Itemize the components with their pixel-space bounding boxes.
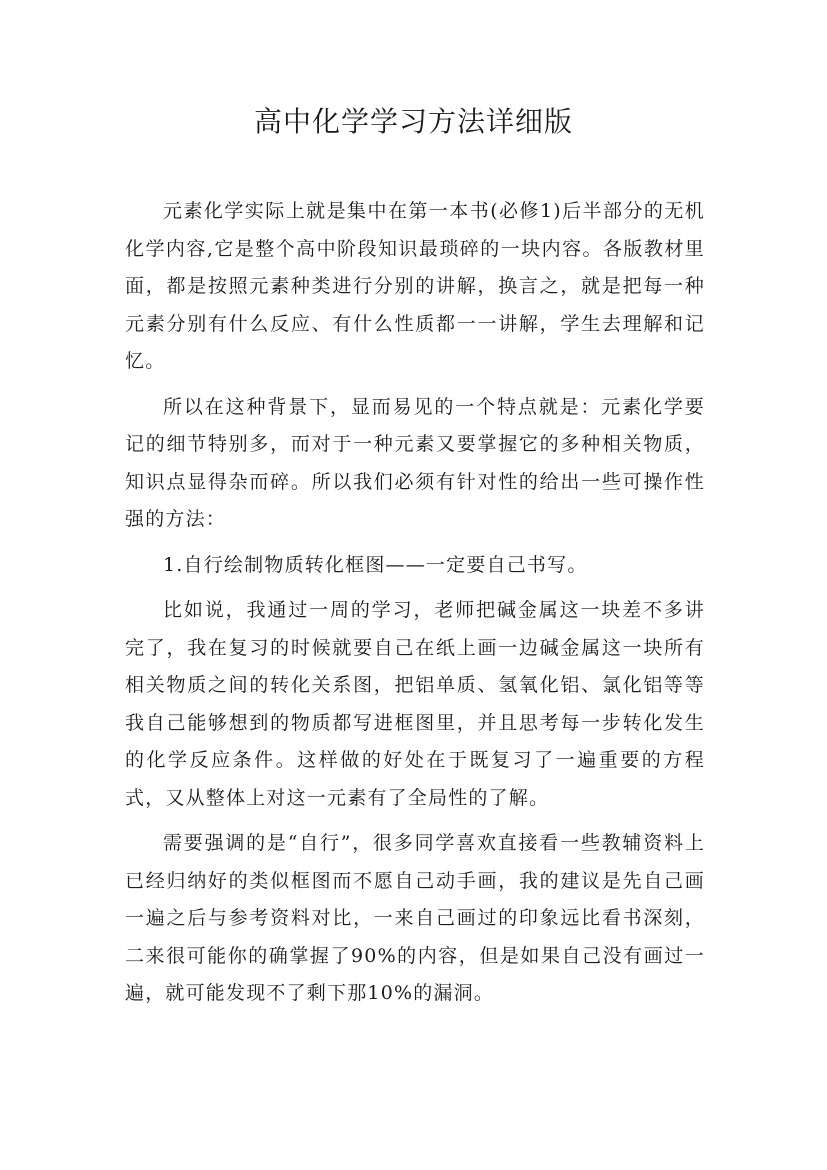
- paragraph-background: 所以在这种背景下，显而易见的一个特点就是：元素化学要记的细节特别多，而对于一种元素又要掌握它的多种相关物质，知识点显得杂而碎。所以我们必须有针对性的给出一些可操作性强的方法：: [125, 395, 705, 530]
- document-body: [125, 193, 705, 1021]
- paragraph-method-heading: 1.自行绘制物质转化框图——一定要自己书写。: [163, 553, 588, 576]
- paragraph-intro: 元素化学实际上就是集中在第一本书(必修1)后半部分的无机化学内容,它是整个高中阶段知识最琐碎的一块内容。各版教材里面，都是按照元素种类进行分别的讲解，换言之，就是把每一种元素分别有什么反应、有什么性质都一一讲解，学生去理解和记忆。: [125, 200, 705, 372]
- paragraph-example: 比如说，我通过一周的学习，老师把碱金属这一块差不多讲完了，我在复习的时候就要自己在纸上画一边碱金属这一块所有相关物质之间的转化关系图，把铝单质、氢氧化铝、氯化铝等等我自己能够想到的物质都写进框图里，并且思考每一步转化发生的化学反应条件。这样做的好处在于既复习了一遍重要的方程式，又从整体上对这一元素有了全局性的了解。: [125, 599, 705, 809]
- document-title: 高中化学学习方法详细版: [253, 105, 573, 138]
- paragraph-emphasis: 需要强调的是“自行”，很多同学喜欢直接看一些教辅资料上已经归纳好的类似框图而不愿自己动手画，我的建议是先自己画一遍之后与参考资料对比，一来自己画过的印象远比看书深刻，二来很可能你的确掌握了90%的内容，但是如果自己没有画过一遍，就可能发现不了剩下那10%的漏洞。: [125, 832, 705, 1004]
